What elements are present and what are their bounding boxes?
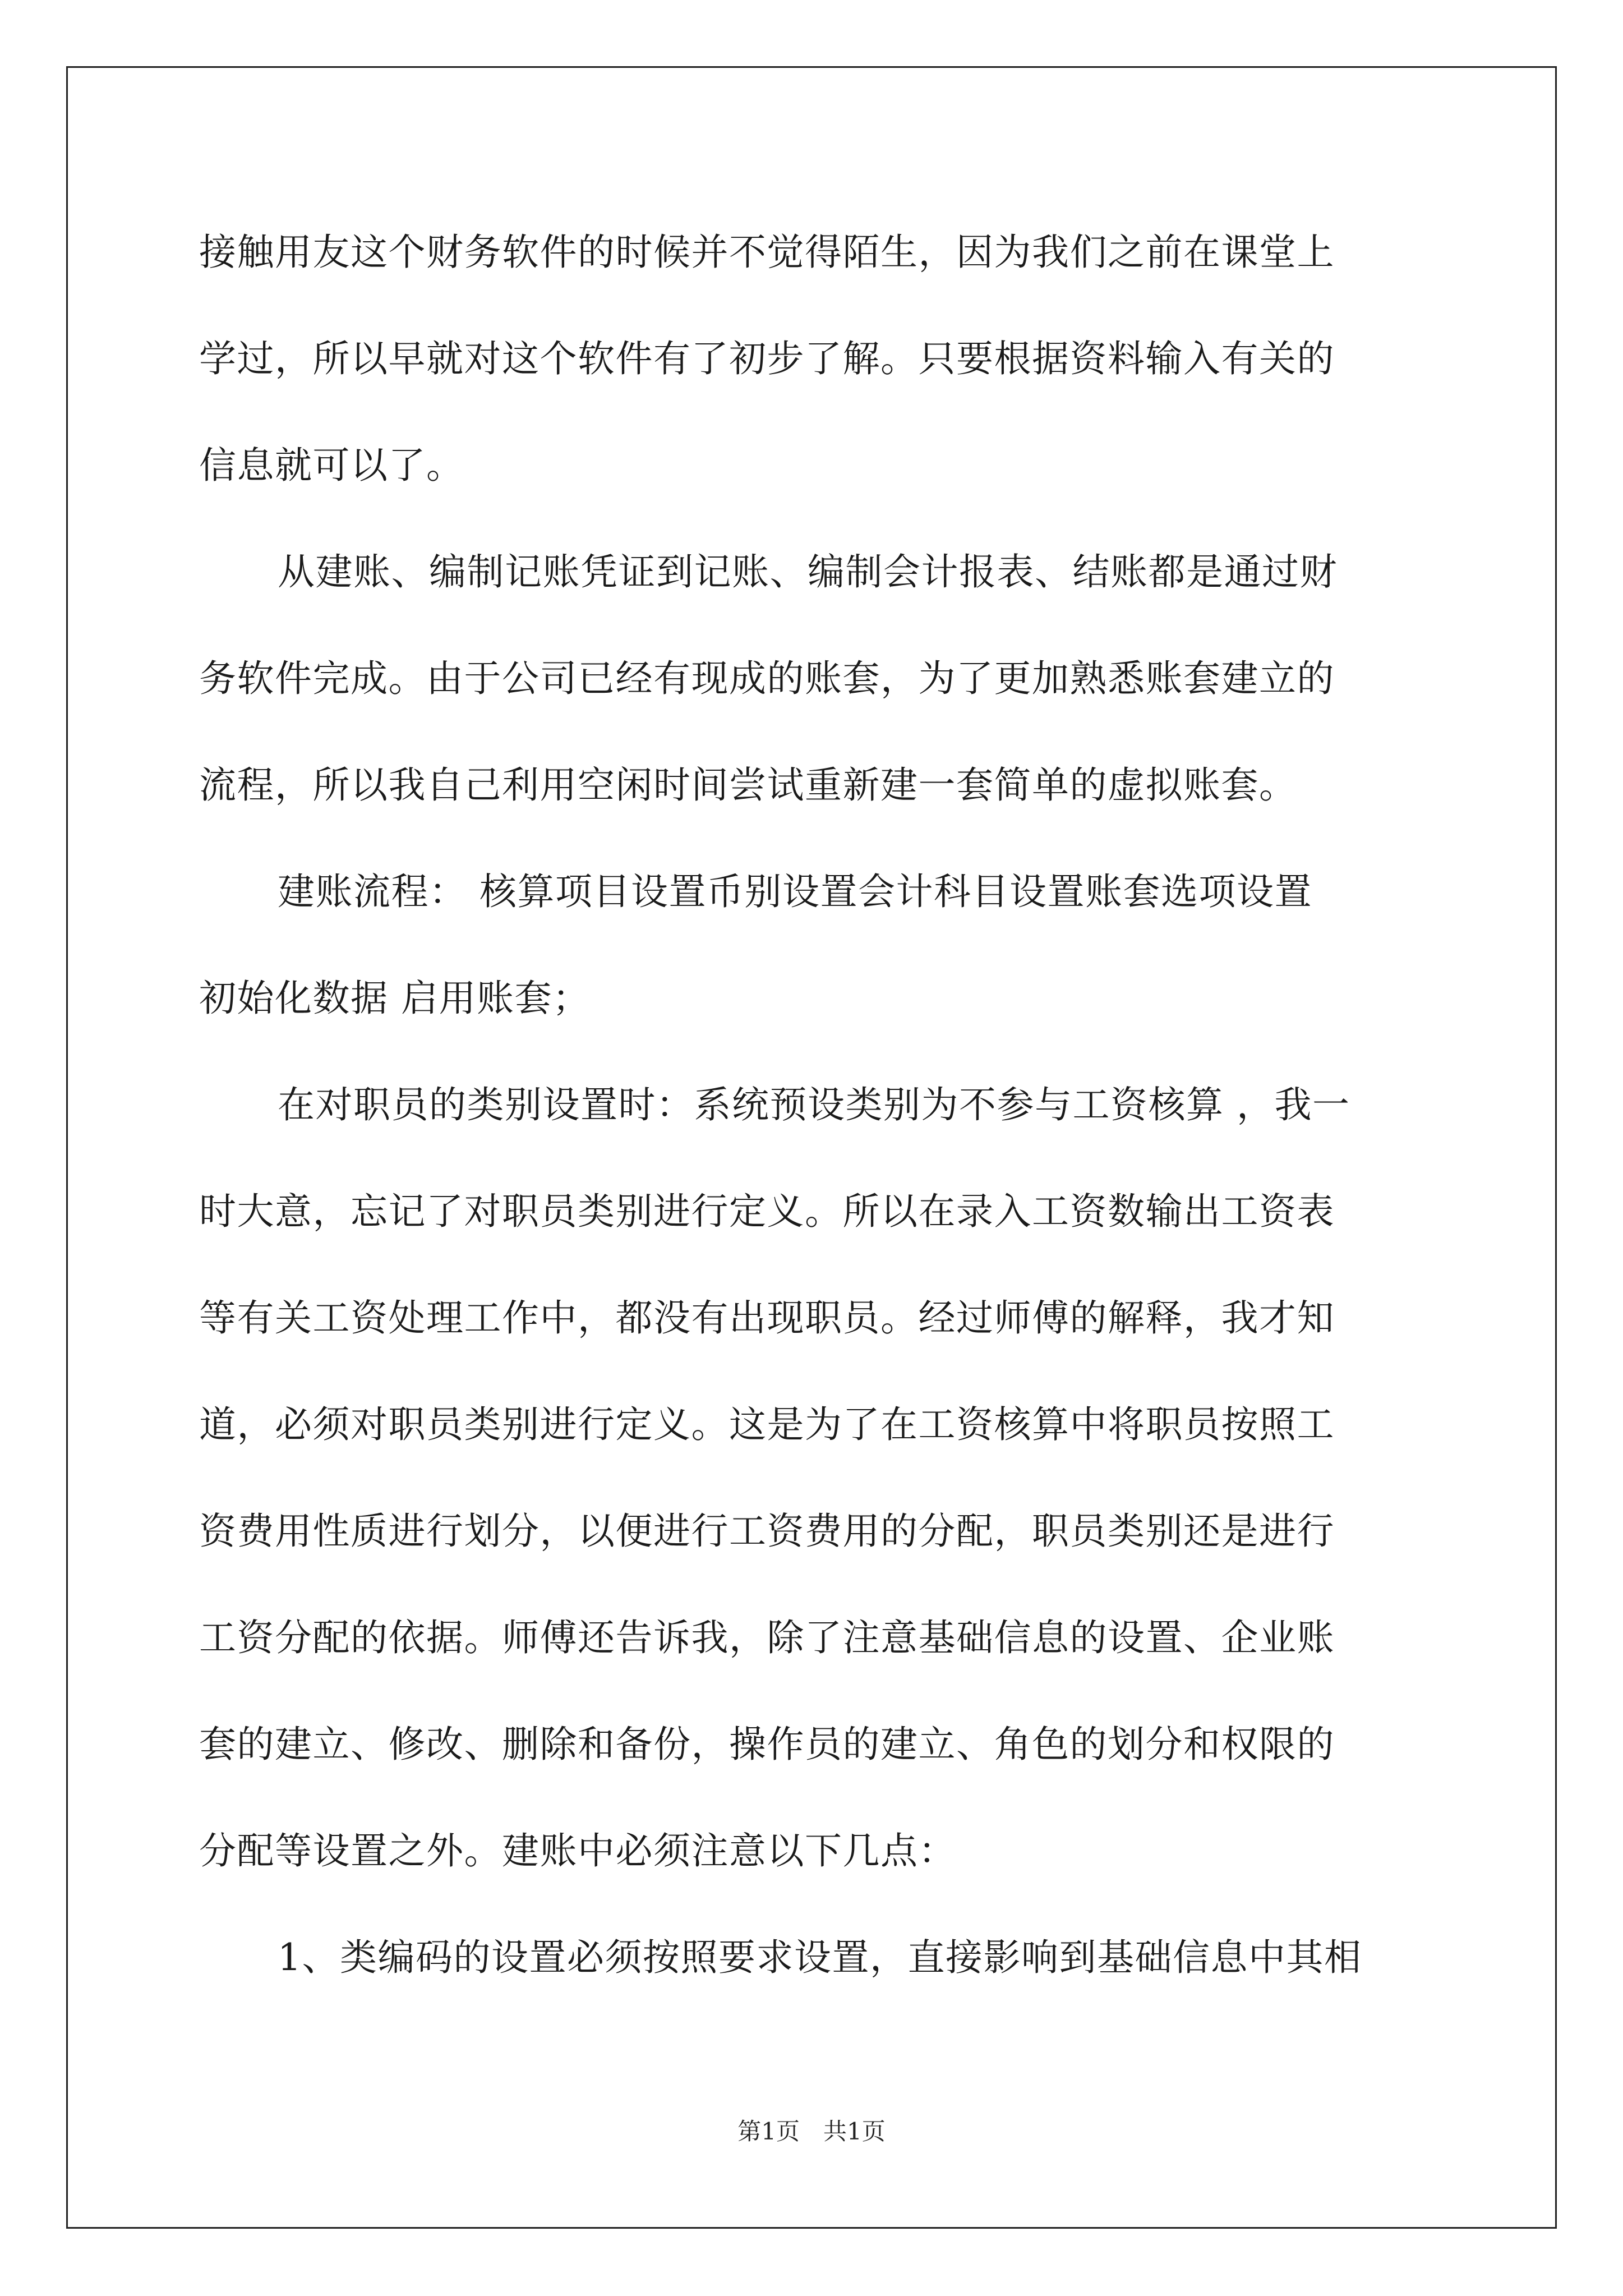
paragraph-start-line: 1、类编码的设置必须按照要求设置，直接影响到基础信息中其相 — [278, 1936, 1362, 1979]
paragraph-start-line: 在对职员的类别设置时：系统预设类别为不参与工资核算 ，我一 — [278, 1083, 1350, 1126]
text-line: 务软件完成。由于公司已经有现成的账套，为了更加熟悉账套建立的 — [199, 657, 1335, 700]
text-line: 分配等设置之外。建账中必须注意以下几点： — [199, 1829, 956, 1872]
text-line: 等有关工资处理工作中，都没有出现职员。经过师傅的解释，我才知 — [199, 1296, 1335, 1340]
text-line: 套的建立、修改、删除和备份，操作员的建立、角色的划分和权限的 — [199, 1723, 1335, 1766]
text-line: 学过，所以早就对这个软件有了初步了解。只要根据资料输入有关的 — [199, 337, 1335, 380]
text-line: 信息就可以了。 — [199, 444, 464, 487]
text-line: 流程，所以我自己利用空闲时间尝试重新建一套简单的虚拟账套。 — [199, 763, 1297, 807]
paragraph-start-line: 从建账、编制记账凭证到记账、编制会计报表、结账都是通过财 — [278, 550, 1338, 593]
text-line: 工资分配的依据。师傅还告诉我，除了注意基础信息的设置、企业账 — [199, 1616, 1335, 1659]
text-line: 初始化数据 启用账套； — [199, 977, 591, 1020]
page-number-footer: 第1页 共1页 — [737, 2118, 886, 2145]
text-line: 道，必须对职员类别进行定义。这是为了在工资核算中将职员按照工 — [199, 1403, 1335, 1446]
document-body — [199, 199, 1433, 2011]
paragraph-start-line: 建账流程： 核算项目设置币别设置会计科目设置账套选项设置 — [278, 870, 1312, 913]
text-line: 时大意，忘记了对职员类别进行定义。所以在录入工资数输出工资表 — [199, 1190, 1335, 1233]
text-line: 接触用友这个财务软件的时候并不觉得陌生，因为我们之前在课堂上 — [199, 231, 1335, 274]
text-line: 资费用性质进行划分，以便进行工资费用的分配，职员类别还是进行 — [199, 1510, 1335, 1553]
